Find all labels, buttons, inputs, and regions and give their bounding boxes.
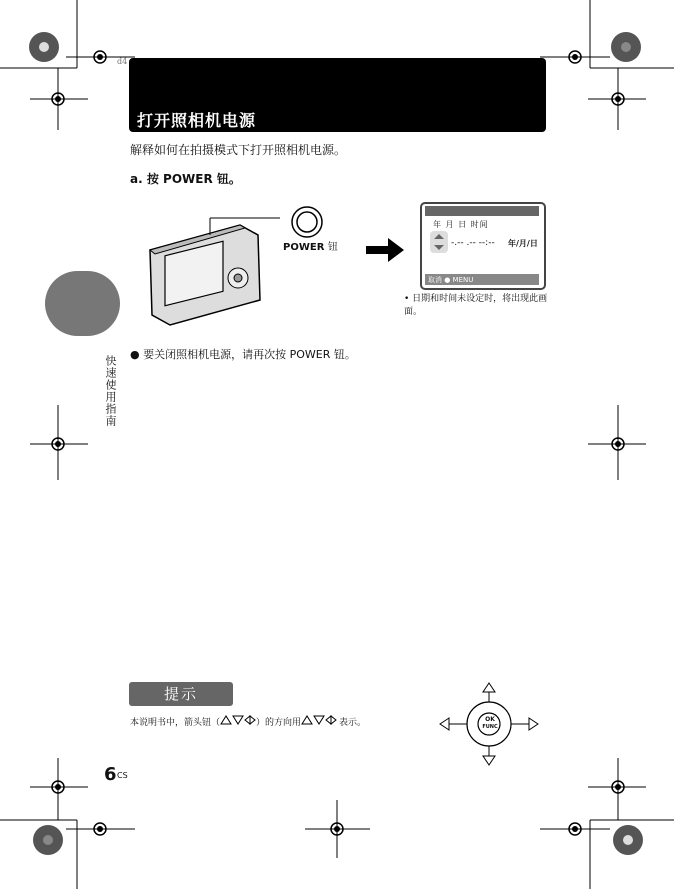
page-number: 6 <box>104 764 117 785</box>
step-text: 按 POWER 钮。 <box>146 172 241 186</box>
side-tab-label: 快速使用指南 <box>104 355 117 427</box>
up-down-icon <box>430 231 448 253</box>
lcd-date-value: -.-- .-- --:-- <box>451 238 495 248</box>
lcd-date-format: 年/月/日 <box>508 239 538 248</box>
power-button-suffix: 钮 <box>327 242 338 253</box>
arrow-symbols-icon <box>301 715 339 725</box>
tip-text-after: 表示。 <box>339 718 367 728</box>
side-tab <box>45 271 120 336</box>
power-button-icon <box>290 205 324 239</box>
bullet-icon: ● <box>130 348 140 361</box>
lcd-note: • 日期和时间未设定时，将出现此画面。 <box>404 294 548 317</box>
bullet-text: 要关闭照相机电源，请再次按 POWER 钮。 <box>143 348 356 361</box>
bullet-note <box>130 346 356 362</box>
page-title: 打开照相机电源 <box>137 111 257 130</box>
page-suffix: CS <box>117 771 128 780</box>
tip-text-middle: ）的方向用 <box>256 718 302 728</box>
lcd-top-bar <box>425 206 539 216</box>
tip-text <box>130 715 366 728</box>
power-callout <box>283 238 338 253</box>
step-a <box>130 170 241 187</box>
arrow-buttons-icon <box>220 715 256 725</box>
dpad-ok-label: OK <box>485 716 495 723</box>
lcd-date-labels: 年 月 日 时间 <box>433 220 489 229</box>
step-prefix: a. <box>130 172 143 186</box>
tip-text-before: 本说明书中，箭头钮（ <box>130 718 221 728</box>
power-button-label: POWER <box>283 242 325 253</box>
dpad-func-label: FUNC <box>482 724 498 730</box>
intro-text: 解释如何在拍摄模式下打开照相机电源。 <box>130 143 347 157</box>
lcd-cancel-label: 取消 ● MENU <box>428 276 474 284</box>
right-arrow-icon <box>366 237 406 263</box>
document-code: d4 <box>117 57 128 66</box>
tip-badge: 提示 <box>129 682 233 706</box>
camera-illustration <box>140 200 280 330</box>
